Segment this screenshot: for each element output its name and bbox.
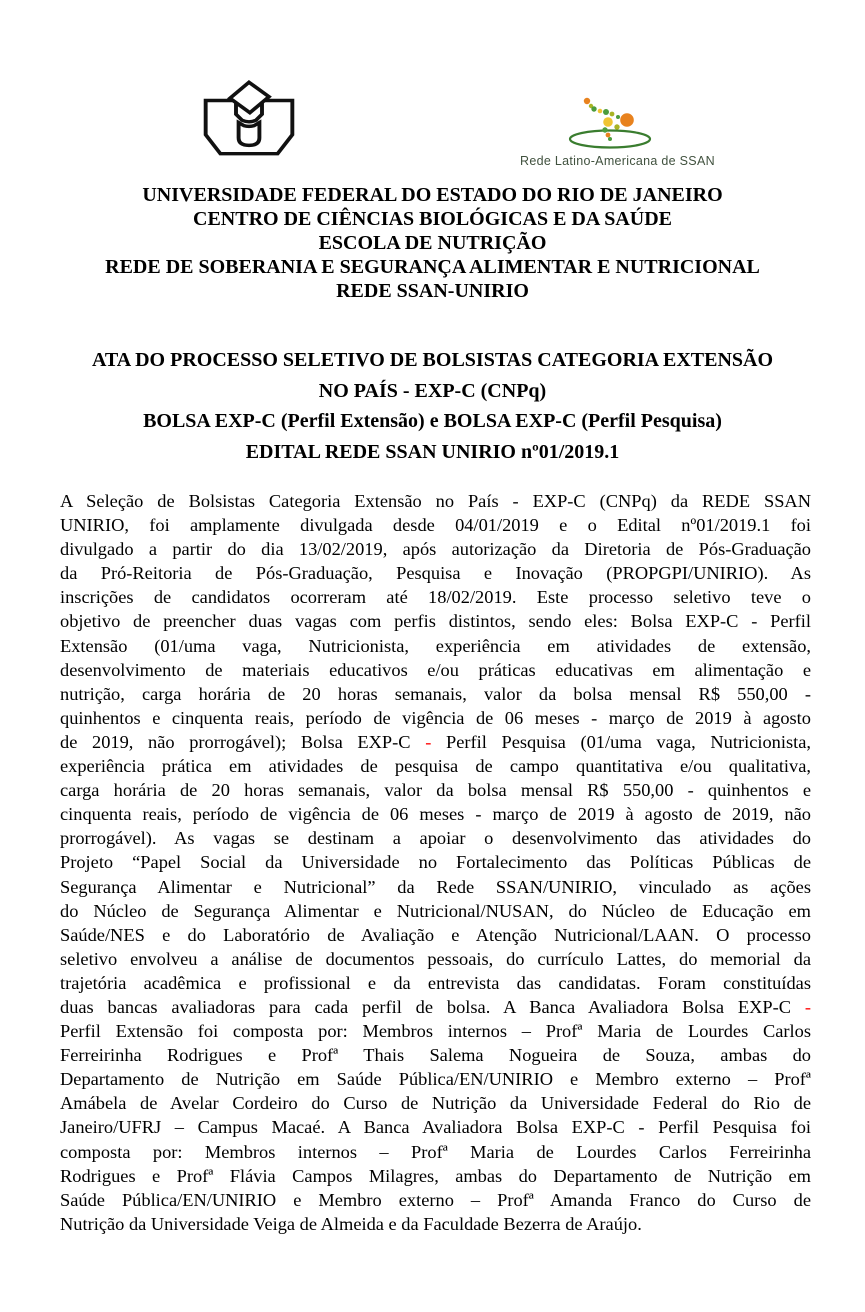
body-line bbox=[60, 730, 811, 754]
body-text-segment: desenvolvimento de materiais educativos e/ou práticas educativas em alimentação e bbox=[60, 659, 811, 680]
body-text-segment: de 2019, não prorrogável); Bolsa EXP-C bbox=[60, 731, 426, 752]
ssan-logo bbox=[520, 88, 715, 168]
red-hyphen: - bbox=[804, 996, 811, 1017]
body-line bbox=[60, 802, 811, 826]
title-line-4: EDITAL REDE SSAN UNIRIO nº01/2019.1 bbox=[245, 440, 620, 463]
body-text-segment: divulgado a partir do dia 13/02/2019, após autorização da Diretoria de Pós-Graduação bbox=[60, 539, 811, 560]
body-text-segment: Departamento de Nutrição em Saúde Pública/EN/UNIRIO e Membro externo – Profª bbox=[60, 1069, 811, 1090]
body-line bbox=[60, 899, 811, 923]
red-hyphen: - bbox=[425, 731, 432, 752]
body-text-segment: Nutrição da Universidade Veiga de Almeida e da Faculdade Bezerra de Araújo. bbox=[60, 1213, 642, 1234]
body-line bbox=[60, 826, 811, 850]
body-text-segment: do Núcleo de Segurança Alimentar e Nutricional/NUSAN, do Núcleo de Educação em bbox=[60, 900, 811, 921]
body-line bbox=[60, 850, 811, 874]
body-line bbox=[60, 971, 811, 995]
body-paragraph bbox=[60, 489, 811, 1236]
body-text-segment: inscrições de candidatos ocorreram até 18/02/2019. Este processo seletivo teve o bbox=[60, 587, 811, 608]
body-text-segment: Extensão (01/uma vaga, Nutricionista, experiência em atividades de extensão, bbox=[60, 635, 811, 656]
body-text-segment: UNIRIO, foi amplamente divulgada desde 04/01/2019 e o Edital nº01/2019.1 foi bbox=[60, 515, 811, 536]
body-text-segment: Projeto “Papel Social da Universidade no Fortalecimento das Políticas Públicas de bbox=[60, 852, 811, 873]
body-line bbox=[60, 682, 811, 706]
body-line bbox=[60, 1188, 811, 1212]
body-text-segment: trajetória acadêmica e profissional e da entrevista das candidatas. Foram constituídas bbox=[60, 972, 811, 993]
body-line bbox=[60, 585, 811, 609]
body-text-segment: Rodrigues e Profª Flávia Campos Milagres, ambas do Departamento de Nutrição em bbox=[60, 1165, 811, 1186]
body-text-segment: Perfil Pesquisa (01/uma vaga, Nutricionista, bbox=[431, 731, 811, 752]
body-text-segment: Saúde Pública/EN/UNIRIO e Membro externo – Profª Amanda Franco do Curso de bbox=[60, 1189, 811, 1210]
body-line bbox=[60, 561, 811, 585]
body-line bbox=[60, 634, 811, 658]
body-line bbox=[60, 537, 811, 561]
body-line bbox=[60, 658, 811, 682]
title-line-3: BOLSA EXP-C (Perfil Extensão) e BOLSA EXP-C (Perfil Pesquisa) bbox=[143, 410, 722, 432]
body-text-segment: prorrogável). As vagas se destinam a apoiar o desenvolvimento das atividades do bbox=[60, 828, 811, 849]
body-line bbox=[60, 489, 811, 513]
body-line bbox=[60, 875, 811, 899]
body-text-segment: Amábela de Avelar Cordeiro do Curso de Nutrição da Universidade Federal do Rio de bbox=[60, 1093, 811, 1114]
header-line-rede-ssan: REDE SSAN-UNIRIO bbox=[336, 280, 529, 302]
body-text-segment: duas bancas avaliadoras para cada perfil de bolsa. A Banca Avaliadora Bolsa EXP-C bbox=[60, 996, 805, 1017]
header-line-university: UNIVERSIDADE FEDERAL DO ESTADO DO RIO DE JANEIRO bbox=[142, 184, 723, 206]
body-line bbox=[60, 754, 811, 778]
body-line bbox=[60, 513, 811, 537]
body-text-segment: experiência prática em atividades de pesquisa de campo quantitativa e/ou qualitativa, bbox=[60, 756, 811, 777]
body-text-segment: seletivo envolveu a análise de documentos pessoais, do currículo Lattes, do memorial da bbox=[60, 948, 811, 969]
body-text-segment: objetivo de preencher duas vagas com perfis distintos, sendo eles: Bolsa EXP-C - Perfil bbox=[60, 611, 811, 632]
body-line bbox=[60, 995, 811, 1019]
body-line bbox=[60, 1019, 811, 1043]
title-line-1: ATA DO PROCESSO SELETIVO DE BOLSISTAS CATEGORIA EXTENSÃO bbox=[91, 349, 774, 371]
body-line bbox=[60, 1140, 811, 1164]
body-line bbox=[60, 1164, 811, 1188]
body-text-segment: Segurança Alimentar e Nutricional” da Rede SSAN/UNIRIO, vinculado as ações bbox=[60, 876, 811, 897]
header-line-school: ESCOLA DE NUTRIÇÃO bbox=[318, 232, 547, 254]
body-line bbox=[60, 947, 811, 971]
body-text-segment: quinhentos e cinquenta reais, período de vigência de 06 meses - março de 2019 à agosto bbox=[60, 707, 811, 728]
title-line-2: NO PAÍS - EXP-C (CNPq) bbox=[318, 379, 547, 402]
body-line bbox=[60, 1043, 811, 1067]
body-text-segment: nutrição, carga horária de 20 horas semanais, valor da bolsa mensal R$ 550,00 - bbox=[60, 683, 811, 704]
body-line bbox=[60, 1091, 811, 1115]
body-text-segment: composta por: Membros internos – Profª Maria de Lourdes Carlos Ferreirinha bbox=[60, 1141, 811, 1162]
document-title bbox=[30, 345, 835, 467]
body-text-segment: A Seleção de Bolsistas Categoria Extensão no País - EXP-C (CNPq) da REDE SSAN bbox=[60, 491, 811, 511]
body-line bbox=[60, 1067, 811, 1091]
header-line-network: REDE DE SOBERANIA E SEGURANÇA ALIMENTAR E NUTRICIONAL bbox=[105, 256, 760, 278]
university-header bbox=[30, 183, 835, 303]
body-text-segment: Perfil Extensão foi composta por: Membros internos – Profª Maria de Lourdes Carlos bbox=[60, 1021, 811, 1042]
ssan-logo-caption: Rede Latino-Americana de SSAN bbox=[520, 154, 715, 168]
unirio-logo-icon bbox=[197, 80, 301, 158]
body-text-segment: da Pró-Reitoria de Pós-Graduação, Pesquisa e Inovação (PROPGPI/UNIRIO). As bbox=[60, 563, 811, 584]
body-text-segment: carga horária de 20 horas semanais, valor da bolsa mensal R$ 550,00 - quinhentos e bbox=[60, 780, 811, 801]
body-text-segment: Janeiro/UFRJ – Campus Macaé. A Banca Avaliadora Bolsa EXP-C - Perfil Pesquisa foi bbox=[60, 1117, 811, 1138]
latin-america-dots-icon bbox=[520, 88, 710, 152]
body-line bbox=[60, 778, 811, 802]
body-text-segment: Saúde/NES e do Laboratório de Avaliação e Atenção Nutricional/LAAN. O processo bbox=[60, 924, 811, 945]
body-line bbox=[60, 706, 811, 730]
header-line-center: CENTRO DE CIÊNCIAS BIOLÓGICAS E DA SAÚDE bbox=[193, 208, 672, 230]
body-text-segment: Ferreirinha Rodrigues e Profª Thais Salema Nogueira de Souza, ambas do bbox=[60, 1045, 811, 1066]
body-text-segment: cinquenta reais, período de vigência de 06 meses - março de 2019 à agosto de 2019, não bbox=[60, 804, 811, 825]
body-line bbox=[60, 1212, 811, 1236]
body-line bbox=[60, 923, 811, 947]
body-line bbox=[60, 1115, 811, 1139]
body-line bbox=[60, 609, 811, 633]
